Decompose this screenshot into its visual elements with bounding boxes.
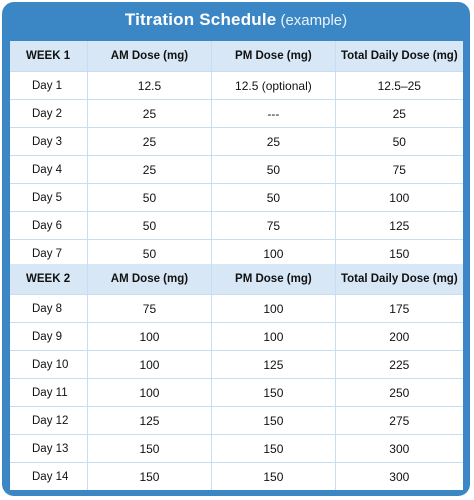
pm-dose-cell: 150 [212, 435, 335, 462]
day-cell: Day 5 [10, 184, 88, 211]
total-dose-cell: 12.5–25 [377, 78, 421, 93]
pm-dose-cell: --- [212, 100, 335, 127]
day-cell: Day 10 [10, 351, 88, 378]
title-main: Titration Schedule [124, 10, 277, 29]
table-row [10, 463, 463, 490]
am-dose-cell: 50 [88, 184, 212, 211]
title-subtitle: (example) [280, 11, 348, 29]
total-dose-cell: 200 [389, 329, 410, 344]
am-dose-cell: 150 [88, 435, 212, 462]
week-2-label: WEEK 2 [10, 264, 88, 294]
pm-dose-cell: 12.5 (optional) [212, 72, 335, 99]
week-1-label: WEEK 1 [10, 41, 88, 71]
day-cell: Day 6 [10, 212, 88, 239]
pm-dose-cell: 25 [212, 128, 335, 155]
table-row [10, 351, 463, 379]
am-dose-cell: 12.5 [88, 72, 212, 99]
day-cell: Day 9 [10, 323, 88, 350]
total-dose-cell: 175 [389, 301, 410, 316]
day-cell: Day 8 [10, 295, 88, 322]
pm-dose-cell: 100 [212, 295, 335, 322]
day-cell: Day 4 [10, 156, 88, 183]
table-row [10, 379, 463, 407]
am-dose-cell: 150 [88, 463, 212, 490]
total-dose-cell: 50 [392, 134, 406, 149]
day-cell: Day 1 [10, 72, 88, 99]
total-dose-cell: 250 [389, 385, 410, 400]
total-dose-header: Total Daily Dose (mg) [340, 50, 458, 62]
day-cell: Day 7 [10, 240, 88, 267]
table-frame [2, 2, 470, 496]
total-dose-header: Total Daily Dose (mg) [340, 273, 458, 285]
total-dose-cell: 300 [389, 469, 410, 484]
am-dose-cell: 125 [88, 407, 212, 434]
table-row [10, 128, 463, 156]
day-cell: Day 3 [10, 128, 88, 155]
week-1-header-row [10, 41, 463, 72]
day-cell: Day 11 [10, 379, 88, 406]
pm-dose-header: PM Dose (mg) [212, 264, 335, 294]
total-dose-cell: 75 [392, 162, 406, 177]
pm-dose-cell: 125 [212, 351, 335, 378]
am-dose-cell: 100 [88, 379, 212, 406]
total-dose-cell: 225 [389, 357, 410, 372]
pm-dose-cell: 150 [212, 463, 335, 490]
pm-dose-cell: 100 [212, 323, 335, 350]
am-dose-cell: 25 [88, 128, 212, 155]
pm-dose-cell: 75 [212, 212, 335, 239]
am-dose-cell: 75 [88, 295, 212, 322]
table-row [10, 212, 463, 240]
am-dose-cell: 25 [88, 100, 212, 127]
pm-dose-cell: 150 [212, 407, 335, 434]
total-dose-cell: 275 [389, 413, 410, 428]
week-2-header-row [10, 264, 463, 295]
table-row [10, 72, 463, 100]
am-dose-cell: 25 [88, 156, 212, 183]
table-row [10, 184, 463, 212]
table-row [10, 240, 463, 267]
day-cell: Day 12 [10, 407, 88, 434]
table-row [10, 435, 463, 463]
am-dose-cell: 50 [88, 212, 212, 239]
am-dose-header: AM Dose (mg) [88, 41, 212, 71]
table-title [2, 2, 470, 38]
pm-dose-cell: 50 [212, 184, 335, 211]
total-dose-cell: 100 [389, 190, 410, 205]
pm-dose-cell: 150 [212, 379, 335, 406]
total-dose-cell: 150 [389, 246, 410, 261]
pm-dose-cell: 100 [212, 240, 335, 267]
am-dose-header: AM Dose (mg) [88, 264, 212, 294]
table-row [10, 295, 463, 323]
total-dose-cell: 125 [389, 218, 410, 233]
pm-dose-cell: 50 [212, 156, 335, 183]
table-row [10, 323, 463, 351]
total-dose-cell: 300 [389, 441, 410, 456]
week-1-table [10, 41, 463, 267]
am-dose-cell: 50 [88, 240, 212, 267]
table-row [10, 100, 463, 128]
table-row [10, 156, 463, 184]
am-dose-cell: 100 [88, 351, 212, 378]
day-cell: Day 14 [10, 463, 88, 490]
day-cell: Day 2 [10, 100, 88, 127]
week-2-table [10, 264, 463, 490]
total-dose-cell: 25 [392, 106, 406, 121]
day-cell: Day 13 [10, 435, 88, 462]
table-row [10, 407, 463, 435]
am-dose-cell: 100 [88, 323, 212, 350]
pm-dose-header: PM Dose (mg) [212, 41, 335, 71]
